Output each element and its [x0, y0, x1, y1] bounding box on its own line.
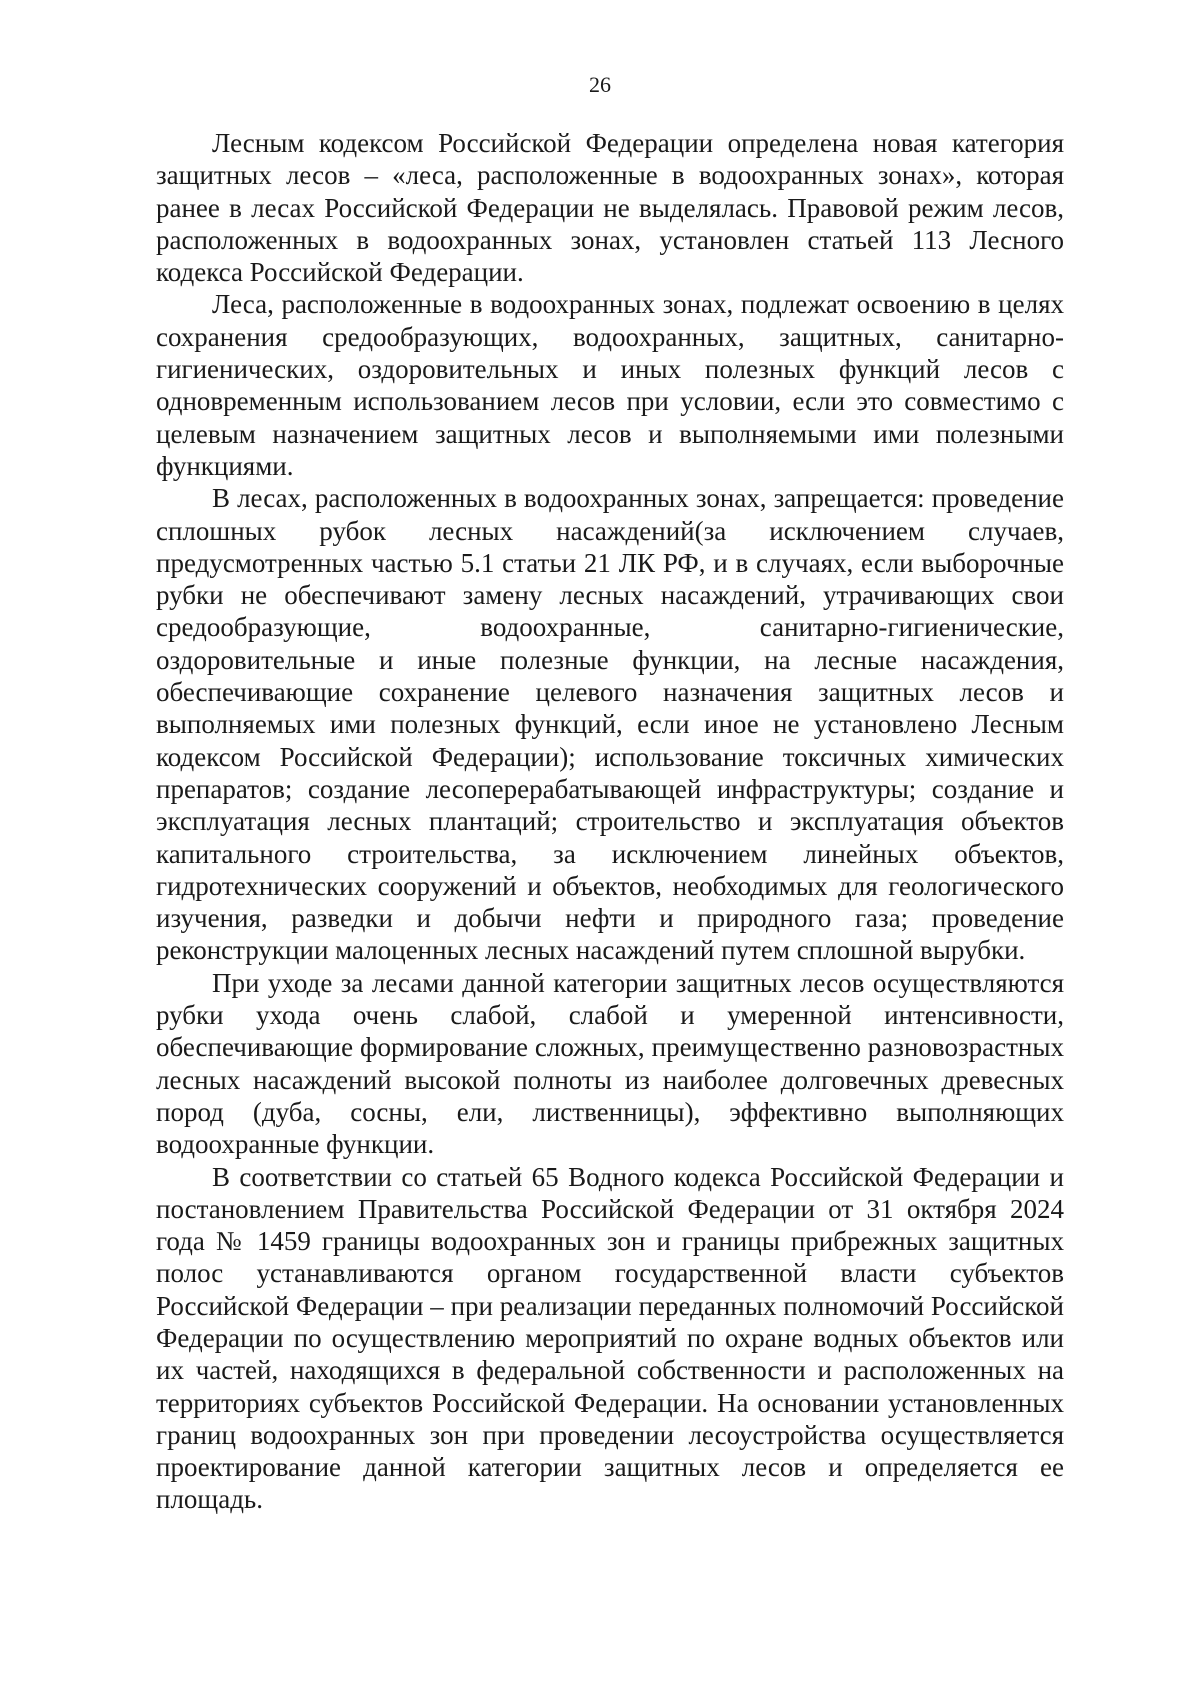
document-body — [156, 127, 1064, 1516]
paragraph-forest-development: Леса, расположенные в водоохранных зонах, подлежат освоению в целях сохранения средообразующих, водоохранных, защитных, санитарно-гигиенических, оздоровительных и иных полезных функций лесов с одновременным использованием лесов при условии, если это совместимо с целевым назначением защитных лесов и выполняемыми ими полезными функциями. — [156, 289, 1064, 481]
page-number: 26 — [589, 72, 611, 97]
paragraph-prohibitions: В лесах, расположенных в водоохранных зонах, запрещается: проведение сплошных рубок лесных насаждений(за исключением случаев, предусмотренных частью 5.1 статьи 21 ЛК РФ, и в случаях, если выборочные рубки не обеспечивают замену лесных насаждений, утрачивающих свои средообразующие, водоохранные, санитарно-гигиенические, оздоровительные и иные полезные функции, на лесные насаждения, обеспечивающие сохранение целевого назначения защитных лесов и выполняемых ими полезных функций, если иное не установлено Лесным кодексом Российской Федерации); использование токсичных химических препаратов; создание лесоперерабатывающей инфраструктуры; создание и эксплуатация лесных плантаций; строительство и эксплуатация объектов капитального строительства, за исключением линейных объектов, гидротехнических сооружений и объектов, необходимых для геологического изучения, разведки и добычи нефти и природного газа; проведение реконструкции малоценных лесных насаждений путем сплошной вырубки. — [156, 483, 1064, 966]
paragraph-forest-care: При уходе за лесами данной категории защитных лесов осуществляются рубки ухода очень слабой, слабой и умеренной интенсивности, обеспечивающие формирование сложных, преимущественно разновозрастных лесных насаждений высокой полноты из наиболее долговечных древесных пород (дуба, сосны, ели, лиственницы), эффективно выполняющих водоохранные функции. — [156, 967, 1064, 1160]
paragraph-water-code: В соответствии со статьей 65 Водного кодекса Российской Федерации и постановлением Правительства Российской Федерации от 31 октября 2024 года № 1459 границы водоохранных зон и границы прибрежных защитных полос устанавливаются органом государственной власти субъектов Российской Федерации – при реализации переданных полномочий Российской Федерации по осуществлению мероприятий по охране водных объектов или их частей, находящихся в федеральной собственности и расположенных на территориях субъектов Российской Федерации. На основании установленных границ водоохранных зон при проведении лесоустройства осуществляется проектирование данной категории защитных лесов и определяется ее площадь. — [156, 1161, 1064, 1515]
paragraph-new-category: Лесным кодексом Российской Федерации определена новая категория защитных лесов – «леса, расположенные в водоохранных зонах», которая ранее в лесах Российской Федерации не выделялась. Правовой режим лесов, расположенных в водоохранных зонах, установлен статьей 113 Лесного кодекса Российской Федерации. — [156, 128, 1064, 288]
